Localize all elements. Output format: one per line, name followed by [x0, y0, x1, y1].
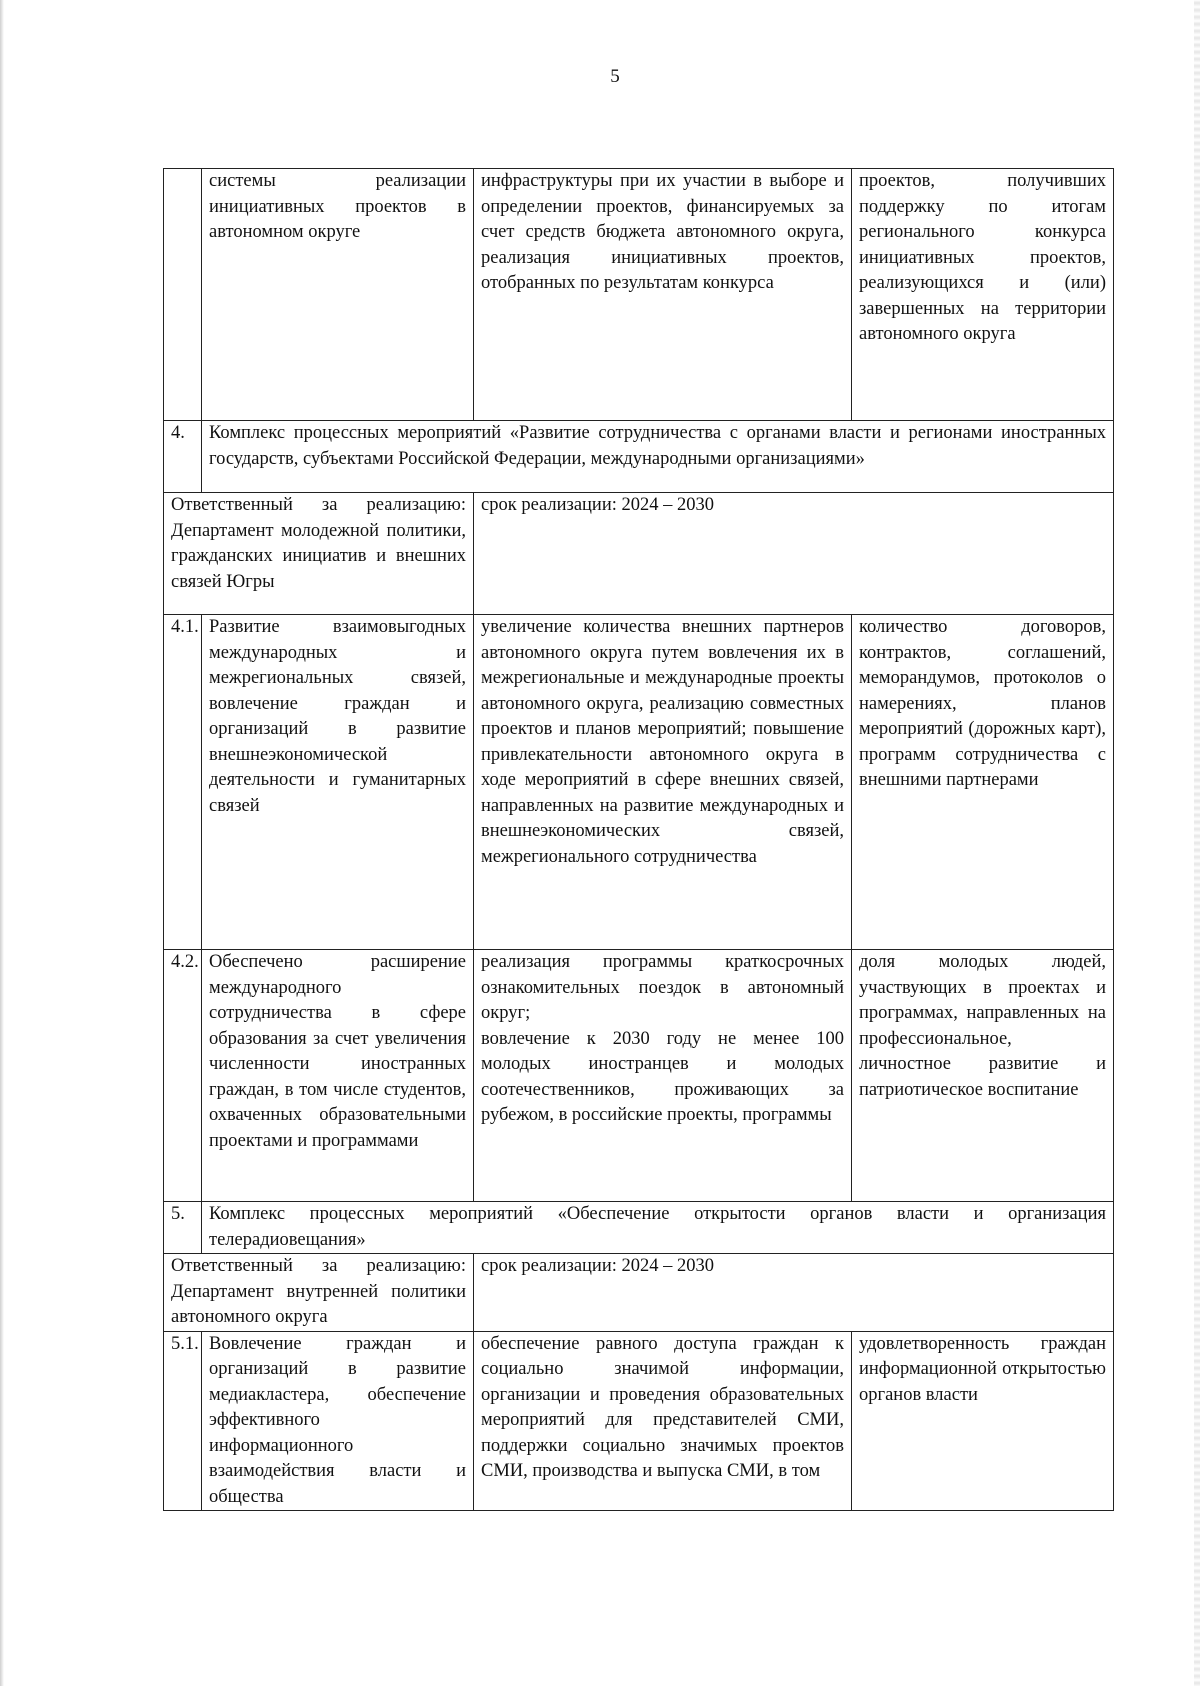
row-4-1-tasks: увеличение количества внешних партнеров автономного округа путем вовлечения их в межрегиональные и международные проекты автономного округа, реализацию совместных проектов и планов мероприятий; повышение привлекательности автономного округа в ходе мероприятий в сфере внешних связей, направленных на развитие международных и внешнеэкономических связей, межрегионального сотрудничества [474, 615, 852, 950]
row-5-1-number: 5.1. [164, 1331, 202, 1511]
scan-edge-right [1194, 0, 1200, 1686]
table-row-continued [164, 169, 1114, 421]
measures-table [163, 168, 1114, 1511]
row-5-1-name: Вовлечение граждан и организаций в развитие медиакластера, обеспечение эффективного информационного взаимодействия власти и общества [202, 1331, 474, 1511]
section-5-header-row [164, 1202, 1114, 1254]
section-5-responsible-row [164, 1254, 1114, 1332]
row-4-2-task-1: реализация программы краткосрочных ознакомительных поездок в автономный округ; [481, 952, 844, 1023]
scan-edge-left [0, 0, 4, 1686]
section-4-number: 4. [164, 421, 202, 493]
row-name-cell: системы реализации инициативных проектов в автономном округе [202, 169, 474, 421]
section-4-responsible: Ответственный за реализацию: Департамент молодежной политики, гражданских инициатив и внешних связей Югры [164, 493, 474, 615]
row-5-1-indicator: удовлетворенность граждан информационной открытостью органов власти [852, 1331, 1114, 1511]
section-4-responsible-row [164, 493, 1114, 615]
row-4-2-name: Обеспечено расширение международного сотрудничества в сфере образования за счет увеличения численности иностранных граждан, в том числе студентов, охваченных образовательными проектами и программами [202, 950, 474, 1202]
row-4-2-indicator: доля молодых людей, участвующих в проектах и программах, направленных на профессиональное, личностное развитие и патриотическое воспитание [852, 950, 1114, 1202]
row-5-1-tasks: обеспечение равного доступа граждан к социально значимой информации, организации и проведения образовательных мероприятий для представителей СМИ, поддержки социально значимых проектов СМИ, производства и выпуска СМИ, в том [474, 1331, 852, 1511]
row-indicator-cell: проектов, получивших поддержку по итогам регионального конкурса инициативных проектов, реализующихся и (или) завершенных на территории автономного округа [852, 169, 1114, 421]
row-4-2-number: 4.2. [164, 950, 202, 1202]
table-row-5-1 [164, 1331, 1114, 1511]
row-tasks-cell: инфраструктуры при их участии в выборе и определении проектов, финансируемых за счет средств бюджета автономного округа, реализация инициативных проектов, отобранных по результатам конкурса [474, 169, 852, 421]
section-5-term: срок реализации: 2024 – 2030 [474, 1254, 1114, 1332]
section-4-title: Комплекс процессных мероприятий «Развитие сотрудничества с органами власти и регионами иностранных государств, субъектами Российской Федерации, международными организациями» [202, 421, 1114, 493]
row-4-2-tasks [474, 950, 852, 1202]
row-4-1-number: 4.1. [164, 615, 202, 950]
row-4-2-task-2: вовлечение к 2030 году не менее 100 молодых иностранцев и молодых соотечественников, проживающих за рубежом, в российские проекты, программы [481, 1028, 844, 1125]
row-number-cell [164, 169, 202, 421]
table-row-4-1 [164, 615, 1114, 950]
section-5-responsible: Ответственный за реализацию: Департамент внутренней политики автономного округа [164, 1254, 474, 1332]
section-5-title: Комплекс процессных мероприятий «Обеспечение открытости органов власти и организация телерадиовещания» [202, 1202, 1114, 1254]
table-row-4-2 [164, 950, 1114, 1202]
page-number: 5 [610, 66, 620, 87]
section-4-term: срок реализации: 2024 – 2030 [474, 493, 1114, 615]
section-4-header-row [164, 421, 1114, 493]
row-4-1-indicator: количество договоров, контрактов, соглашений, меморандумов, протоколов о намерениях, планов мероприятий (дорожных карт), программ сотрудничества с внешними партнерами [852, 615, 1114, 950]
row-4-1-name: Развитие взаимовыгодных международных и межрегиональных связей, вовлечение граждан и организаций в развитие внешнеэкономической деятельности и гуманитарных связей [202, 615, 474, 950]
section-5-number: 5. [164, 1202, 202, 1254]
